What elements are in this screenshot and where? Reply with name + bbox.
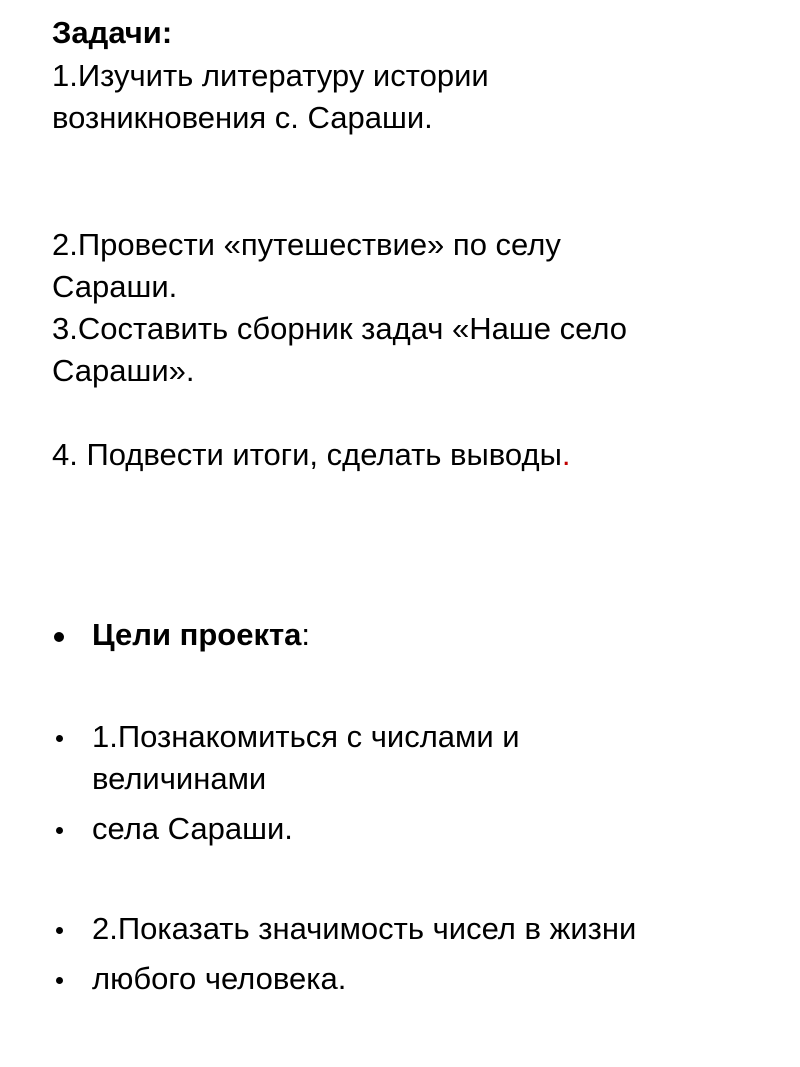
goal-1-line-1: 1.Познакомиться с числами и <box>92 719 520 754</box>
task-4-period: . <box>561 437 571 472</box>
task-1-line-2: возникновения с. Сараши. <box>52 100 433 135</box>
task-3-line-2: Сараши». <box>52 353 195 388</box>
task-2-line-1: 2.Провести «путешествие» по селу <box>52 227 561 262</box>
task-3-line-1: 3.Составить сборник задач «Наше село <box>52 311 628 346</box>
goal-1-line-2: величинами <box>92 761 267 796</box>
bullet-icon <box>56 827 63 834</box>
task-2-line-2: Сараши. <box>52 269 178 304</box>
goals-heading-colon: : <box>301 617 311 652</box>
bullet-icon <box>56 927 63 934</box>
goal-1-line-3: села Сараши. <box>92 811 293 846</box>
bullet-icon <box>56 735 63 742</box>
bullet-icon <box>54 632 64 642</box>
goals-heading: Цели проекта <box>92 617 302 652</box>
tasks-heading: Задачи: <box>52 15 173 50</box>
task-4-line <box>52 434 570 476</box>
goal-2-line-1: 2.Показать значимость чисел в жизни <box>92 911 637 946</box>
task-4-text: 4. Подвести итоги, сделать выводы <box>52 437 562 472</box>
bullet-icon <box>56 977 63 984</box>
goal-2-line-2: любого человека. <box>92 961 347 996</box>
task-1-line-1: 1.Изучить литературу истории <box>52 58 489 93</box>
goals-heading-line <box>92 614 310 656</box>
